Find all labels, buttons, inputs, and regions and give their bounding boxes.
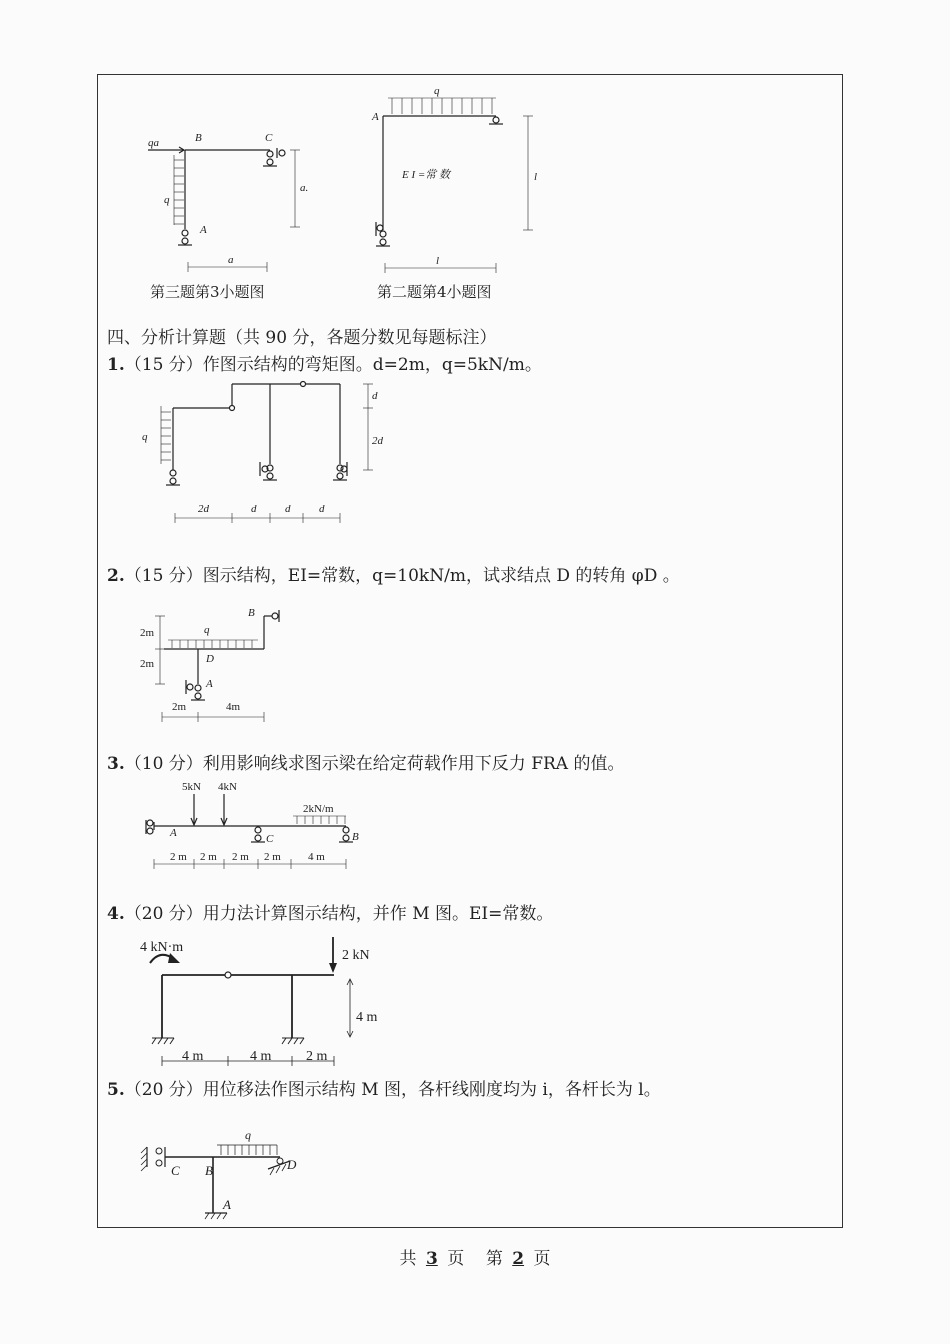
label-C: C [171,1163,180,1178]
label-A: A [372,111,379,123]
dim-width: l [436,255,440,267]
problem-4-text: 用力法计算图示结构，并作 M 图。EI=常数。 [202,904,554,924]
dim-5: 4 m [308,851,325,863]
page-footer [0,1244,950,1269]
problem-1 [107,357,542,374]
label-C: C [265,132,273,144]
problem-3-number: 3. [107,754,125,774]
problem-2-text: 图示结构，EI=常数，q=10kN/m，试求结点 D 的转角 φD 。 [202,566,680,586]
label-EI: E I =常 数 [402,169,451,181]
label-B: B [195,132,202,144]
figure-problem-1 [140,382,390,527]
figure-problem-4 [130,933,390,1073]
problem-1-text: 作图示结构的弯矩图。d=2m，q=5kN/m。 [202,355,542,375]
label-A: A [200,224,207,236]
problem-5-number: 5. [107,1080,125,1100]
footer-current-page: 2 [512,1249,525,1269]
label-q: q [245,1128,251,1142]
problem-1-number: 1. [107,355,125,375]
problem-5-text: 用位移法作图示结构 M 图，各杆线刚度均为 i，各杆长为 l。 [202,1080,661,1100]
problem-4-number: 4. [107,904,125,924]
label-A: A [206,678,213,690]
label-D: D [287,1157,297,1172]
label-q: q [204,624,210,636]
figure-problem-2 [138,604,298,724]
footer-current-unit: 页 [533,1249,551,1269]
dim-v-1: 2m [140,627,155,639]
dim-h-2: d [251,503,257,515]
footer-page-unit: 页 [447,1249,465,1269]
label-q: q [142,431,148,443]
dim-v-2: 2m [140,658,155,670]
figure-q2-4 [368,82,558,274]
dim-3: 2 m [232,851,249,863]
problem-3-text: 利用影响线求图示梁在给定荷载作用下反力 FRA 的值。 [202,754,625,774]
problem-4 [107,906,553,923]
label-C: C [266,833,274,845]
label-q: q [434,85,440,97]
section-heading: 四、分析计算题（共 90 分，各题分数见每题标注） [107,328,497,348]
dim-v-1: d [372,390,378,402]
problem-5-points: （20 分） [124,1080,203,1100]
dist-load: 2kN/m [303,803,334,815]
dim-height: l [534,171,538,183]
dim-2: 4 m [250,1049,272,1064]
problem-2-points: （15 分） [124,566,203,586]
label-B: B [352,831,359,843]
label-A: A [223,1197,231,1212]
problem-2 [107,568,680,585]
label-q: q [164,194,170,206]
dim-4: 2 m [264,851,281,863]
moment-label: 4 kN·m [140,940,184,955]
footer-total-pages: 3 [425,1249,438,1269]
dim-height: 4 m [356,1010,378,1025]
problem-3 [107,756,624,773]
dim-1: 4 m [182,1049,204,1064]
load-1: 5kN [182,781,201,793]
dim-height: a. [300,182,309,194]
problem-1-points: （15 分） [124,355,203,375]
dim-h-1: 2m [172,701,187,713]
problem-2-number: 2. [107,566,125,586]
footer-total-prefix: 共 [399,1249,417,1269]
figure-q3-3 [140,125,320,275]
label-B: B [248,607,255,619]
dim-3: 2 m [306,1049,328,1064]
dim-1: 2 m [170,851,187,863]
problem-5 [107,1082,661,1099]
label-qa: qa [148,137,159,149]
label-D: D [206,653,214,665]
footer-current-prefix: 第 [485,1249,503,1269]
caption-q3-3: 第三题第3小题图 [150,283,265,301]
problem-4-points: （20 分） [124,904,203,924]
label-A: A [170,827,177,839]
force-label: 2 kN [342,948,370,963]
dim-h-3: d [285,503,291,515]
figure-problem-5 [135,1125,315,1223]
caption-q2-4: 第二题第4小题图 [377,283,492,301]
dim-h-2: 4m [226,701,241,713]
load-2: 4kN [218,781,237,793]
dim-h-4: d [319,503,325,515]
dim-v-2: 2d [372,435,383,447]
problem-3-points: （10 分） [124,754,203,774]
figure-problem-3 [140,780,370,870]
label-B: B [205,1163,213,1178]
dim-width: a [228,254,234,266]
dim-h-1: 2d [198,503,209,515]
dim-2: 2 m [200,851,217,863]
